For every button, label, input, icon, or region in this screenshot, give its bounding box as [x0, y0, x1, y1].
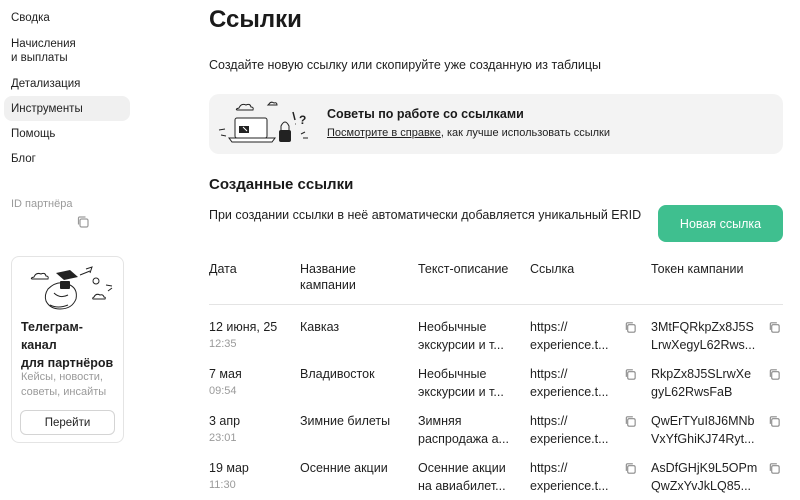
sidebar-item-blog[interactable]: Блог [11, 153, 36, 165]
link-cell: https:// experience.t... [530, 320, 609, 352]
token-cell: QwErTYuI8J6MNb VxYfGhiKJ74Ryt... [651, 414, 755, 446]
copy-icon[interactable] [624, 368, 637, 381]
date-cell: 12 июня, 25 [209, 320, 278, 334]
table-row [209, 318, 783, 365]
tips-text [327, 127, 610, 139]
copy-icon[interactable] [624, 462, 637, 475]
time-cell: 09:54 [209, 385, 237, 397]
tips-banner [209, 94, 783, 154]
help-link[interactable]: Посмотрите в справке [327, 127, 441, 139]
copy-icon[interactable] [624, 415, 637, 428]
table-row [209, 459, 783, 500]
token-cell: RkpZx8J5SLrwXe gyL62RwsFaB [651, 367, 752, 399]
description-cell: Необычные экскурсии и т... [418, 367, 504, 399]
date-cell: 3 апр [209, 414, 241, 428]
telegram-illustration [20, 263, 118, 315]
promo-description: Кейсы, новости, советы, инсайты [21, 371, 107, 398]
table-row [209, 365, 783, 412]
copy-icon[interactable] [76, 215, 90, 229]
campaign-cell: Кавказ [300, 320, 340, 334]
description-cell: Осенние акции на авиабилет... [418, 461, 506, 493]
copy-icon[interactable] [624, 321, 637, 334]
sidebar-item-summary[interactable]: Сводка [11, 12, 50, 24]
link-cell: https:// experience.t... [530, 414, 609, 446]
sidebar-item-details[interactable]: Детализация [11, 78, 81, 90]
sidebar-item-help[interactable]: Помощь [11, 128, 56, 140]
description-cell: Зимняя распродажа а... [418, 414, 509, 446]
sidebar-item-label: Инструменты [11, 102, 83, 115]
promo-go-button[interactable]: Перейти [20, 410, 115, 435]
campaign-cell: Зимние билеты [300, 414, 391, 428]
time-cell: 11:30 [209, 479, 236, 491]
telegram-promo-card [11, 256, 124, 443]
copy-icon[interactable] [768, 462, 781, 475]
laptop-illustration [217, 100, 319, 150]
tips-title: Советы по работе со ссылками [327, 107, 524, 121]
description-cell: Необычные экскурсии и т... [418, 320, 504, 352]
sidebar-item-tools[interactable] [4, 96, 130, 121]
time-cell: 12:35 [209, 338, 237, 350]
copy-icon[interactable] [768, 415, 781, 428]
sidebar [0, 0, 135, 500]
svg-text:?: ? [299, 113, 307, 127]
new-link-button[interactable]: Новая ссылка [658, 205, 783, 242]
time-cell: 23:01 [209, 432, 237, 444]
header-divider [209, 304, 783, 305]
campaign-cell: Владивосток [300, 367, 375, 381]
column-header-campaign: Название кампании [300, 262, 356, 292]
section-title: Созданные ссылки [209, 176, 354, 193]
token-cell: AsDfGHjK9L5OPm QwZxYvJkLQ85... [651, 461, 758, 493]
column-header-date: Дата [209, 262, 237, 276]
copy-icon[interactable] [768, 321, 781, 334]
copy-icon[interactable] [768, 368, 781, 381]
table-row [209, 412, 783, 459]
page-title: Ссылки [209, 6, 302, 33]
campaign-cell: Осенние акции [300, 461, 388, 475]
column-header-token: Токен кампании [651, 262, 744, 276]
column-header-description: Текст-описание [418, 262, 509, 276]
link-cell: https:// experience.t... [530, 367, 609, 399]
page-subtitle: Создайте новую ссылку или скопируйте уже созданную из таблицы [209, 58, 602, 72]
column-header-link: Ссылка [530, 262, 575, 276]
date-cell: 19 мар [209, 461, 249, 475]
link-cell: https:// experience.t... [530, 461, 609, 493]
promo-title: Телеграм- канал для партнёров [21, 320, 114, 370]
partner-id-label: ID партнёра [11, 198, 73, 210]
sidebar-item-accruals[interactable]: Начисления и выплаты [11, 38, 76, 64]
tips-rest-text: , как лучше использовать ссылки [440, 127, 611, 139]
main-content [209, 0, 800, 500]
section-description: При создании ссылки в неё автоматически добавляется уникальный ERID [209, 208, 642, 222]
token-cell: 3MtFQRkpZx8J5S LrwXegyL62Rws... [651, 320, 756, 352]
date-cell: 7 мая [209, 367, 242, 381]
